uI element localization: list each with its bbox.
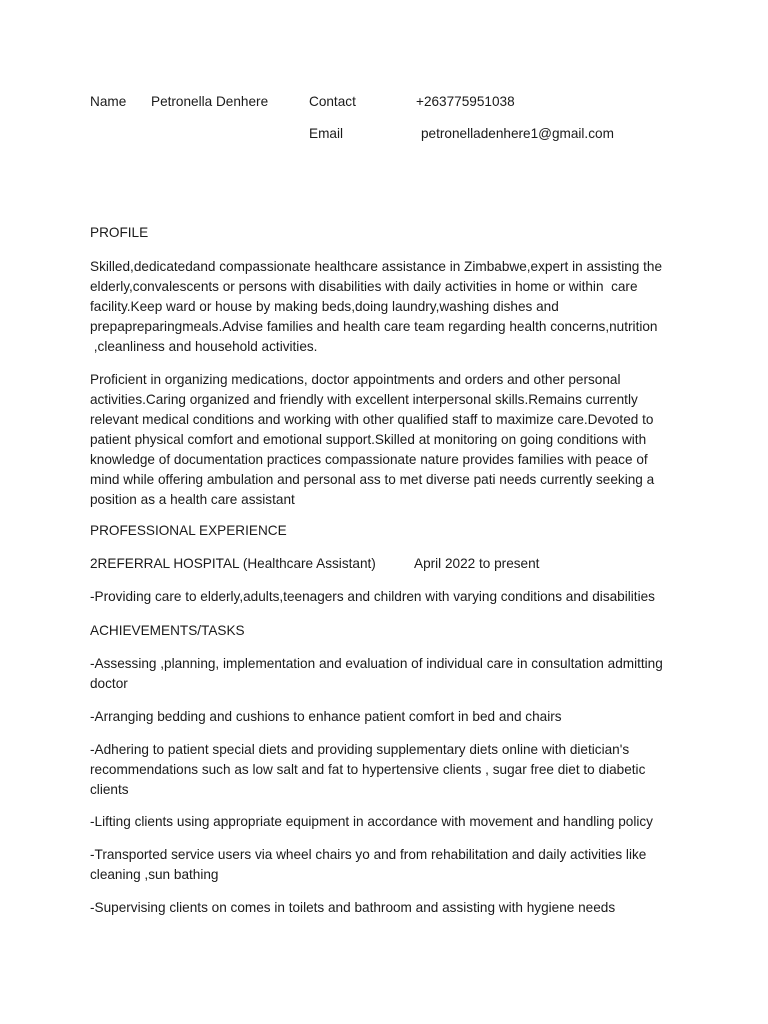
profile-paragraph-2 (90, 370, 680, 510)
text-line: -Supervising clients on comes in toilets and bathroom and assisting with hygiene needs (90, 900, 616, 915)
task-item (90, 898, 680, 918)
text-line: -Transported service users via wheel chairs yo and from rehabilitation and daily activities like (90, 847, 647, 862)
experience-heading: PROFESSIONAL EXPERIENCE (90, 523, 287, 538)
text-line: knowledge of documentation practices compassionate nature provides families with peace of (90, 452, 648, 467)
text-line: relevant medical conditions and working with other qualified staff to maximize care.Devoted to (90, 412, 654, 427)
profile-heading: PROFILE (90, 225, 149, 240)
task-item (90, 845, 680, 885)
text-line: -Arranging bedding and cushions to enhance patient comfort in bed and chairs (90, 709, 562, 724)
text-line: Proficient in organizing medications, doctor appointments and orders and other personal (90, 372, 621, 387)
job-dates: April 2022 to present (414, 556, 540, 571)
name-value: Petronella Denhere (151, 94, 269, 109)
contact-phone: +263775951038 (416, 94, 515, 109)
email-label: Email (309, 126, 343, 141)
text-line: cleaning ,sun bathing (90, 867, 219, 882)
text-line: mind while offering ambulation and personal ass to met diverse pati needs currently seeking a (90, 472, 655, 487)
text-line: ,cleanliness and household activities. (90, 339, 318, 354)
text-line: position as a health care assistant (90, 492, 295, 507)
job-summary: -Providing care to elderly,adults,teenagers and children with varying conditions and disabilities (90, 589, 655, 604)
text-line: -Assessing ,planning, implementation and evaluation of individual care in consultation admitting (90, 656, 663, 671)
text-line: elderly,convalescents or persons with disabilities with daily activities in home or within care (90, 279, 638, 294)
task-item (90, 740, 680, 800)
text-line: Skilled,dedicatedand compassionate healthcare assistance in Zimbabwe,expert in assisting the (90, 259, 663, 274)
contact-label: Contact (309, 94, 356, 109)
task-item (90, 812, 680, 832)
job-title: 2REFERRAL HOSPITAL (Healthcare Assistant) (90, 556, 376, 571)
task-item (90, 654, 680, 694)
text-line: clients (90, 782, 129, 797)
text-line: patient physical comfort and emotional support.Skilled at monitoring on going conditions with (90, 432, 647, 447)
text-line: doctor (90, 676, 128, 691)
email-value: petronelladenhere1@gmail.com (421, 126, 614, 141)
text-line: prepapreparingmeals.Advise families and health care team regarding health concerns,nutrition (90, 319, 658, 334)
task-item (90, 707, 680, 727)
text-line: recommendations such as low salt and fat to hypertensive clients , sugar free diet to diabetic (90, 762, 646, 777)
profile-paragraph-1 (90, 257, 680, 357)
text-line: facility.Keep ward or house by making beds,doing laundry,washing dishes and (90, 299, 559, 314)
text-line: -Lifting clients using appropriate equipment in accordance with movement and handling policy (90, 814, 653, 829)
name-label: Name (90, 94, 127, 109)
text-line: -Adhering to patient special diets and providing supplementary diets online with dietician's (90, 742, 630, 757)
text-line: activities.Caring organized and friendly with excellent interpersonal skills.Remains currently (90, 392, 638, 407)
achievements-heading: ACHIEVEMENTS/TASKS (90, 623, 245, 638)
